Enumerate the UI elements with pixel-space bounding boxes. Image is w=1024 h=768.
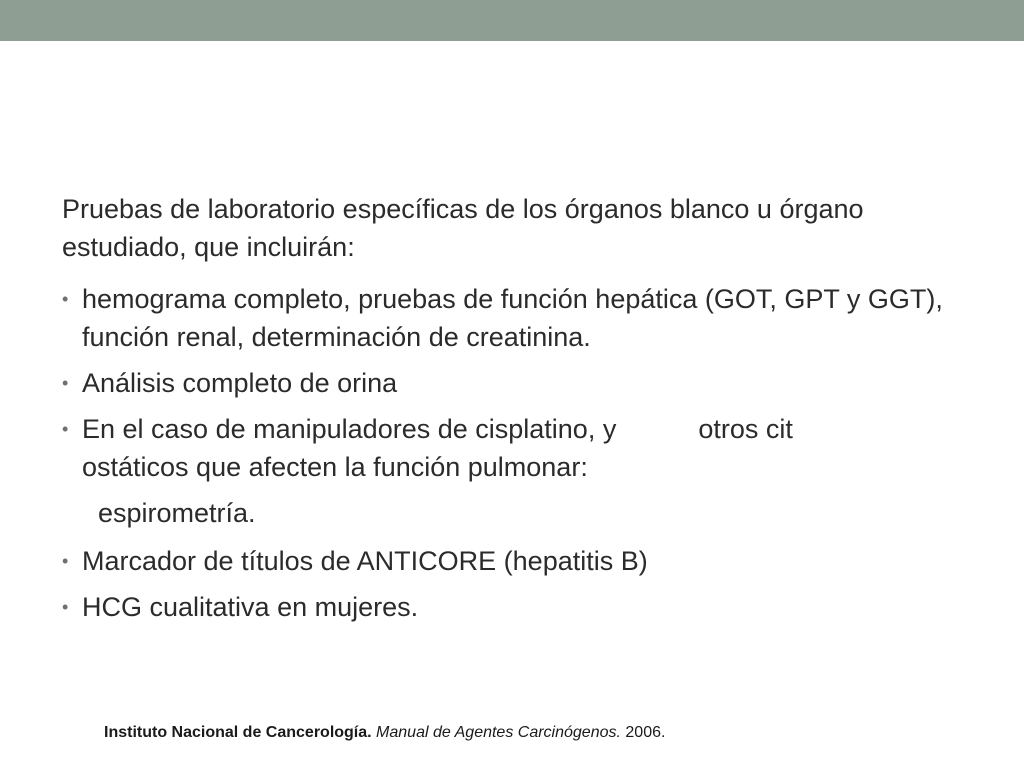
bullet-dot-icon: • [62,419,69,439]
top-accent-bar [0,0,1024,41]
bullet-text-part1: En el caso de manipuladores de cisplatino, y [82,414,617,444]
citation [104,722,665,744]
bullet-text: HCG cualitativa en mujeres. [82,592,419,622]
citation-title: Manual de Agentes Carcinógenos. [376,724,621,741]
bullet-item-orina [62,364,972,402]
bullet-item-cisplatino [62,410,972,486]
bullet-list [62,280,972,486]
intro-text: Pruebas de laboratorio específicas de los órganos blanco u órgano estudiado, que incluirán: [62,194,864,262]
bullet-list-continued [62,542,972,626]
bullet-text: Marcador de títulos de ANTICORE (hepatitis B) [82,546,648,576]
citation-year: 2006. [625,724,666,741]
bullet-dot-icon: • [62,373,69,393]
bullet-text: Análisis completo de orina [82,368,398,398]
slide-content [62,190,972,634]
bullet-dot-icon: • [62,289,69,309]
citation-institution: Instituto Nacional de Cancerología. [104,724,372,741]
bullet-item-hemograma [62,280,972,356]
bullet-dot-icon: • [62,551,69,571]
bullet-item-anticore [62,542,972,580]
bullet-text-part3: ostáticos que afecten la función pulmonar: [82,452,588,482]
bullet-text: hemograma completo, pruebas de función hepática (GOT, GPT y GGT), función renal, determinación de creatinina. [82,284,943,352]
espirometria-line: espirometría. [98,498,256,528]
bullet-dot-icon: • [62,597,69,617]
bullet-item-hcg [62,588,972,626]
bullet-text-part2: otros cit [698,414,793,444]
